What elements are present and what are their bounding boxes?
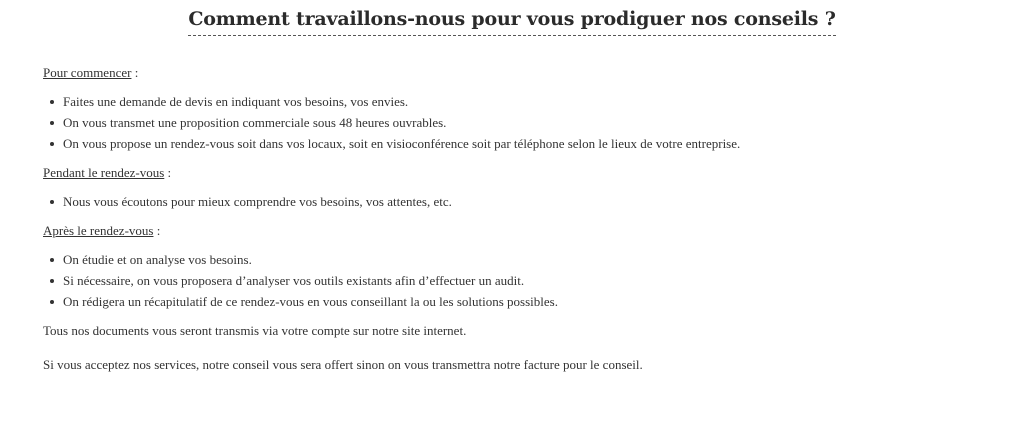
list-item: Faites une demande de devis en indiquant vos besoins, vos envies. <box>63 93 1003 110</box>
list-item: Nous vous écoutons pour mieux comprendre vos besoins, vos attentes, etc. <box>63 193 1003 210</box>
list-item: Si nécessaire, on vous proposera d’analyser vos outils existants afin d’effectuer un audit. <box>63 272 1003 289</box>
section-heading-suffix: : <box>131 65 139 80</box>
list-apres-rendez-vous <box>43 251 1003 310</box>
paragraph-documents: Tous nos documents vous seront transmis via votre compte sur notre site internet. <box>43 323 467 338</box>
list-pendant-rendez-vous <box>43 193 1003 210</box>
list-item: On rédigera un récapitulatif de ce rendez-vous en vous conseillant la ou les solutions possibles. <box>63 293 1003 310</box>
section-heading-apres-rendez-vous <box>43 222 1003 239</box>
section-heading-label: Pour commencer <box>43 65 132 80</box>
section-heading-label: Après le rendez-vous <box>43 223 154 238</box>
title-container <box>0 8 1024 36</box>
section-heading-pour-commencer <box>43 64 1003 81</box>
section-heading-label: Pendant le rendez-vous <box>43 165 165 180</box>
paragraph-services: Si vous acceptez nos services, notre conseil vous sera offert sinon on vous transmettra notre facture pour le conseil. <box>43 357 643 372</box>
content-body <box>43 64 1003 390</box>
list-item: On vous propose un rendez-vous soit dans vos locaux, soit en visioconférence soit par téléphone selon le lieux de votre entreprise. <box>63 135 1003 152</box>
page-title: Comment travaillons-nous pour vous prodiguer nos conseils ? <box>188 8 835 36</box>
section-heading-suffix: : <box>164 165 172 180</box>
section-heading-pendant-rendez-vous <box>43 164 1003 181</box>
section-heading-suffix: : <box>153 223 161 238</box>
list-item: On vous transmet une proposition commerciale sous 48 heures ouvrables. <box>63 114 1003 131</box>
list-item: On étudie et on analyse vos besoins. <box>63 251 1003 268</box>
list-pour-commencer <box>43 93 1003 152</box>
